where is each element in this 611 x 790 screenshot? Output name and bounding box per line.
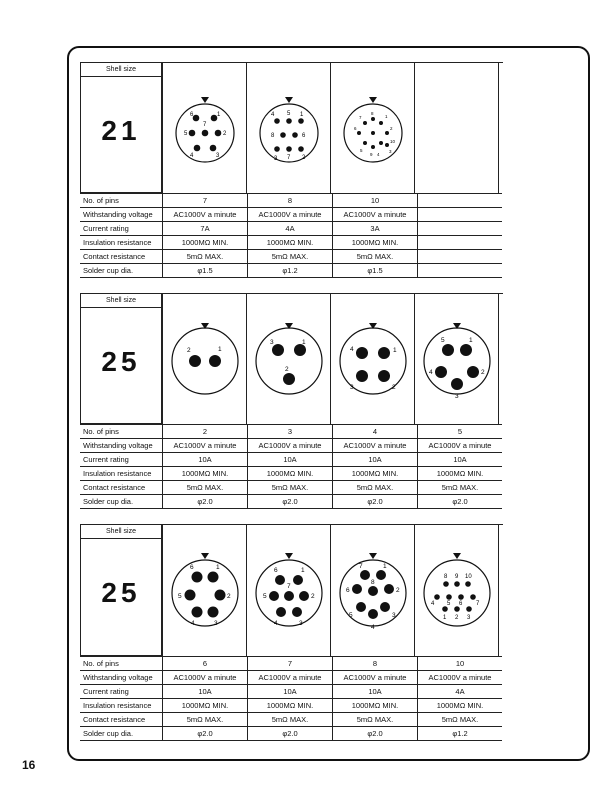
shell-size-value: 25 [101,577,141,608]
row-label-current: Current rating [80,453,163,467]
shell-size-box [80,524,162,656]
svg-text:2: 2 [390,126,393,131]
table-cell: 10 [333,194,418,208]
table-row [80,439,502,453]
row-label-voltage: Withstanding voltage [80,671,163,685]
shell-size-value: 25 [101,346,141,377]
connector-diagram-10pin [331,63,415,194]
table-cell: 1000MΩ MIN. [418,467,503,481]
row-label-insulation: Insulation resistance [80,467,163,481]
svg-text:2: 2 [285,366,289,373]
table-cell: 10A [333,685,418,699]
table-row [80,685,502,699]
pin-diagram-cell [247,294,331,425]
table-row [80,222,502,236]
table-cell: 5mΩ MAX. [163,481,248,495]
svg-text:2: 2 [187,347,191,354]
connector-diagram-10pin-large [415,525,499,657]
row-label-voltage: Withstanding voltage [80,208,163,222]
table-row [80,236,502,250]
table-cell: AC1000V a minute [248,439,333,453]
svg-text:4: 4 [274,620,278,627]
shell-size-label: Shell size [81,525,161,539]
svg-text:5: 5 [447,601,451,607]
svg-text:2: 2 [302,155,306,161]
table-cell: 5mΩ MAX. [163,250,248,264]
table-cell: 5mΩ MAX. [248,481,333,495]
table-cell: AC1000V a minute [333,439,418,453]
svg-text:9: 9 [370,152,373,157]
svg-text:7: 7 [203,122,207,128]
table-cell: 10A [418,453,503,467]
table-cell: 6 [163,657,248,671]
table-cell: 1000MΩ MIN. [163,467,248,481]
table-cell: 10A [333,453,418,467]
svg-text:4: 4 [377,152,380,157]
table-cell: φ2.0 [333,495,418,509]
table-cell: 5mΩ MAX. [333,481,418,495]
svg-text:2: 2 [227,593,231,600]
pin-diagram-cell [163,525,247,657]
spec-table [80,193,502,278]
svg-text:1: 1 [469,337,473,344]
table-cell: AC1000V a minute [248,208,333,222]
pin-diagram-cell [331,525,415,657]
svg-text:3: 3 [455,393,459,400]
pin-diagram-cell [247,63,331,194]
svg-text:1: 1 [302,339,306,346]
table-cell: 1000MΩ MIN. [163,699,248,713]
table-row [80,264,502,278]
svg-text:6: 6 [302,133,306,139]
svg-text:4: 4 [431,601,435,607]
table-row [80,495,502,509]
table-cell-empty [418,194,503,208]
svg-text:6: 6 [346,587,350,594]
table-cell: 7 [163,194,248,208]
row-label-solder: Solder cup dia. [80,727,163,741]
table-cell: φ2.0 [163,495,248,509]
table-cell: 4A [248,222,333,236]
svg-text:4: 4 [190,153,194,159]
svg-text:3: 3 [216,153,220,159]
pin-diagram-cell [163,294,247,425]
svg-text:8: 8 [371,111,374,116]
pin-diagrams-row [162,62,503,194]
table-cell: AC1000V a minute [248,671,333,685]
table-cell: 1000MΩ MIN. [333,467,418,481]
table-cell-empty [418,250,503,264]
spec-table [80,424,502,509]
svg-text:4: 4 [350,346,354,353]
svg-text:2: 2 [455,615,459,621]
table-cell: 7 [248,657,333,671]
row-label-solder: Solder cup dia. [80,264,163,278]
svg-text:10: 10 [390,139,396,144]
spec-table [80,656,502,741]
table-cell: 1000MΩ MIN. [333,236,418,250]
table-cell: 5mΩ MAX. [248,713,333,727]
table-cell: 5mΩ MAX. [333,713,418,727]
svg-text:1: 1 [217,112,221,118]
connector-diagram-8pin [247,63,331,194]
table-cell: φ2.0 [163,727,248,741]
svg-text:2: 2 [223,131,227,137]
row-label-contact: Contact resistance [80,713,163,727]
table-cell: φ1.5 [333,264,418,278]
svg-text:3: 3 [467,615,471,621]
table-cell: 5 [418,425,503,439]
table-cell: 1000MΩ MIN. [418,699,503,713]
table-cell: 1000MΩ MIN. [333,699,418,713]
page-number: 16 [22,758,36,772]
row-label-contact: Contact resistance [80,250,163,264]
svg-text:3: 3 [270,339,274,346]
connector-diagram-3pin [247,294,331,425]
table-cell: 3A [333,222,418,236]
table-cell: AC1000V a minute [163,439,248,453]
svg-text:5: 5 [263,593,267,600]
svg-text:5: 5 [178,593,182,600]
shell-size-box [80,62,162,193]
connector-diagram-2pin [163,294,247,425]
svg-text:7: 7 [476,601,480,607]
svg-text:4: 4 [191,620,195,627]
row-label-current: Current rating [80,685,163,699]
table-cell: φ2.0 [248,495,333,509]
table-cell: φ1.2 [248,264,333,278]
svg-text:3: 3 [274,156,278,162]
svg-text:6: 6 [190,564,194,571]
table-cell: 2 [163,425,248,439]
table-cell: φ2.0 [418,495,503,509]
table-row [80,671,502,685]
svg-text:2: 2 [481,369,485,376]
table-cell: 8 [333,657,418,671]
pin-diagram-cell [331,63,415,194]
svg-text:3: 3 [214,620,218,627]
pin-diagrams-row [162,524,503,657]
svg-text:3: 3 [392,612,396,619]
table-cell: 1000MΩ MIN. [163,236,248,250]
svg-text:8: 8 [271,133,275,139]
table-row [80,467,502,481]
svg-text:7: 7 [287,155,291,161]
connector-diagram-4pin [331,294,415,425]
table-row [80,657,502,671]
row-label-pins: No. of pins [80,657,163,671]
row-label-pins: No. of pins [80,425,163,439]
table-cell: 8 [248,194,333,208]
connector-diagram-7pin [163,63,247,194]
svg-text:1: 1 [216,564,220,571]
table-cell: 5mΩ MAX. [418,481,503,495]
table-cell: φ1.2 [418,727,503,741]
table-cell: 1000MΩ MIN. [248,699,333,713]
table-row [80,713,502,727]
svg-text:6: 6 [274,567,278,574]
svg-text:1: 1 [393,347,397,354]
connector-diagram-6pin [163,525,247,657]
table-cell: 1000MΩ MIN. [248,236,333,250]
svg-text:5: 5 [349,612,353,619]
table-cell: 5mΩ MAX. [418,713,503,727]
table-row [80,425,502,439]
table-row [80,208,502,222]
row-label-voltage: Withstanding voltage [80,439,163,453]
svg-text:2: 2 [311,593,315,600]
shell-size-label: Shell size [81,63,161,77]
table-cell: 4A [418,685,503,699]
pin-diagram-cell [415,525,499,657]
row-label-pins: No. of pins [80,194,163,208]
svg-text:1: 1 [218,346,222,353]
svg-text:7: 7 [359,115,362,120]
svg-text:1: 1 [301,567,305,574]
pin-diagrams-row [162,293,503,425]
table-cell: 10A [163,453,248,467]
svg-text:5: 5 [441,337,445,344]
table-cell: φ2.0 [333,727,418,741]
svg-text:5: 5 [184,131,188,137]
row-label-insulation: Insulation resistance [80,699,163,713]
svg-text:1: 1 [300,112,304,118]
pin-diagram-cell-empty [415,63,499,194]
svg-text:2: 2 [396,587,400,594]
svg-text:3: 3 [350,384,354,391]
table-cell: 4 [333,425,418,439]
svg-text:1: 1 [383,563,387,570]
table-row [80,194,502,208]
svg-text:7: 7 [359,563,363,570]
svg-text:1: 1 [443,615,447,621]
table-cell: 10A [248,685,333,699]
row-label-contact: Contact resistance [80,481,163,495]
table-cell: 10A [163,685,248,699]
svg-text:4: 4 [271,112,275,118]
svg-text:6: 6 [190,112,194,118]
table-cell: 1000MΩ MIN. [248,467,333,481]
pin-diagram-cell [163,63,247,194]
row-label-insulation: Insulation resistance [80,236,163,250]
svg-text:3: 3 [299,620,303,627]
table-row [80,699,502,713]
svg-text:4: 4 [429,369,433,376]
table-cell: 3 [248,425,333,439]
table-cell: AC1000V a minute [163,208,248,222]
svg-text:9: 9 [455,574,459,580]
pin-diagram-cell [247,525,331,657]
table-cell-empty [418,264,503,278]
connector-diagram-5pin [415,294,499,425]
svg-text:8: 8 [444,574,448,580]
svg-text:8: 8 [371,579,375,586]
table-cell: 7A [163,222,248,236]
table-cell: AC1000V a minute [333,671,418,685]
shell-size-value: 21 [101,115,141,146]
pin-diagram-cell [331,294,415,425]
table-cell: φ2.0 [248,727,333,741]
table-cell-empty [418,222,503,236]
svg-text:2: 2 [392,384,396,391]
row-label-current: Current rating [80,222,163,236]
connector-diagram-8pin-large [331,525,415,657]
table-cell: 5mΩ MAX. [163,713,248,727]
table-cell: AC1000V a minute [418,671,503,685]
svg-text:5: 5 [360,148,363,153]
svg-text:3: 3 [389,149,392,154]
connector-diagram-7pin-large [247,525,331,657]
table-cell-empty [418,236,503,250]
table-cell: 5mΩ MAX. [248,250,333,264]
svg-text:6: 6 [459,601,463,607]
table-row [80,727,502,741]
shell-size-label: Shell size [81,294,161,308]
svg-text:1: 1 [385,114,388,119]
table-cell: 10A [248,453,333,467]
table-row [80,250,502,264]
pin-diagram-cell [415,294,499,425]
table-cell: AC1000V a minute [418,439,503,453]
svg-text:10: 10 [465,574,472,580]
table-row [80,453,502,467]
table-cell: AC1000V a minute [163,671,248,685]
shell-size-box [80,293,162,424]
svg-text:5: 5 [287,111,291,117]
table-cell-empty [418,208,503,222]
table-cell: AC1000V a minute [333,208,418,222]
svg-text:6: 6 [354,126,357,131]
table-row [80,481,502,495]
table-cell: φ1.5 [163,264,248,278]
row-label-solder: Solder cup dia. [80,495,163,509]
table-cell: 10 [418,657,503,671]
table-cell: 5mΩ MAX. [333,250,418,264]
svg-text:4: 4 [371,624,375,631]
svg-text:7: 7 [287,583,291,590]
